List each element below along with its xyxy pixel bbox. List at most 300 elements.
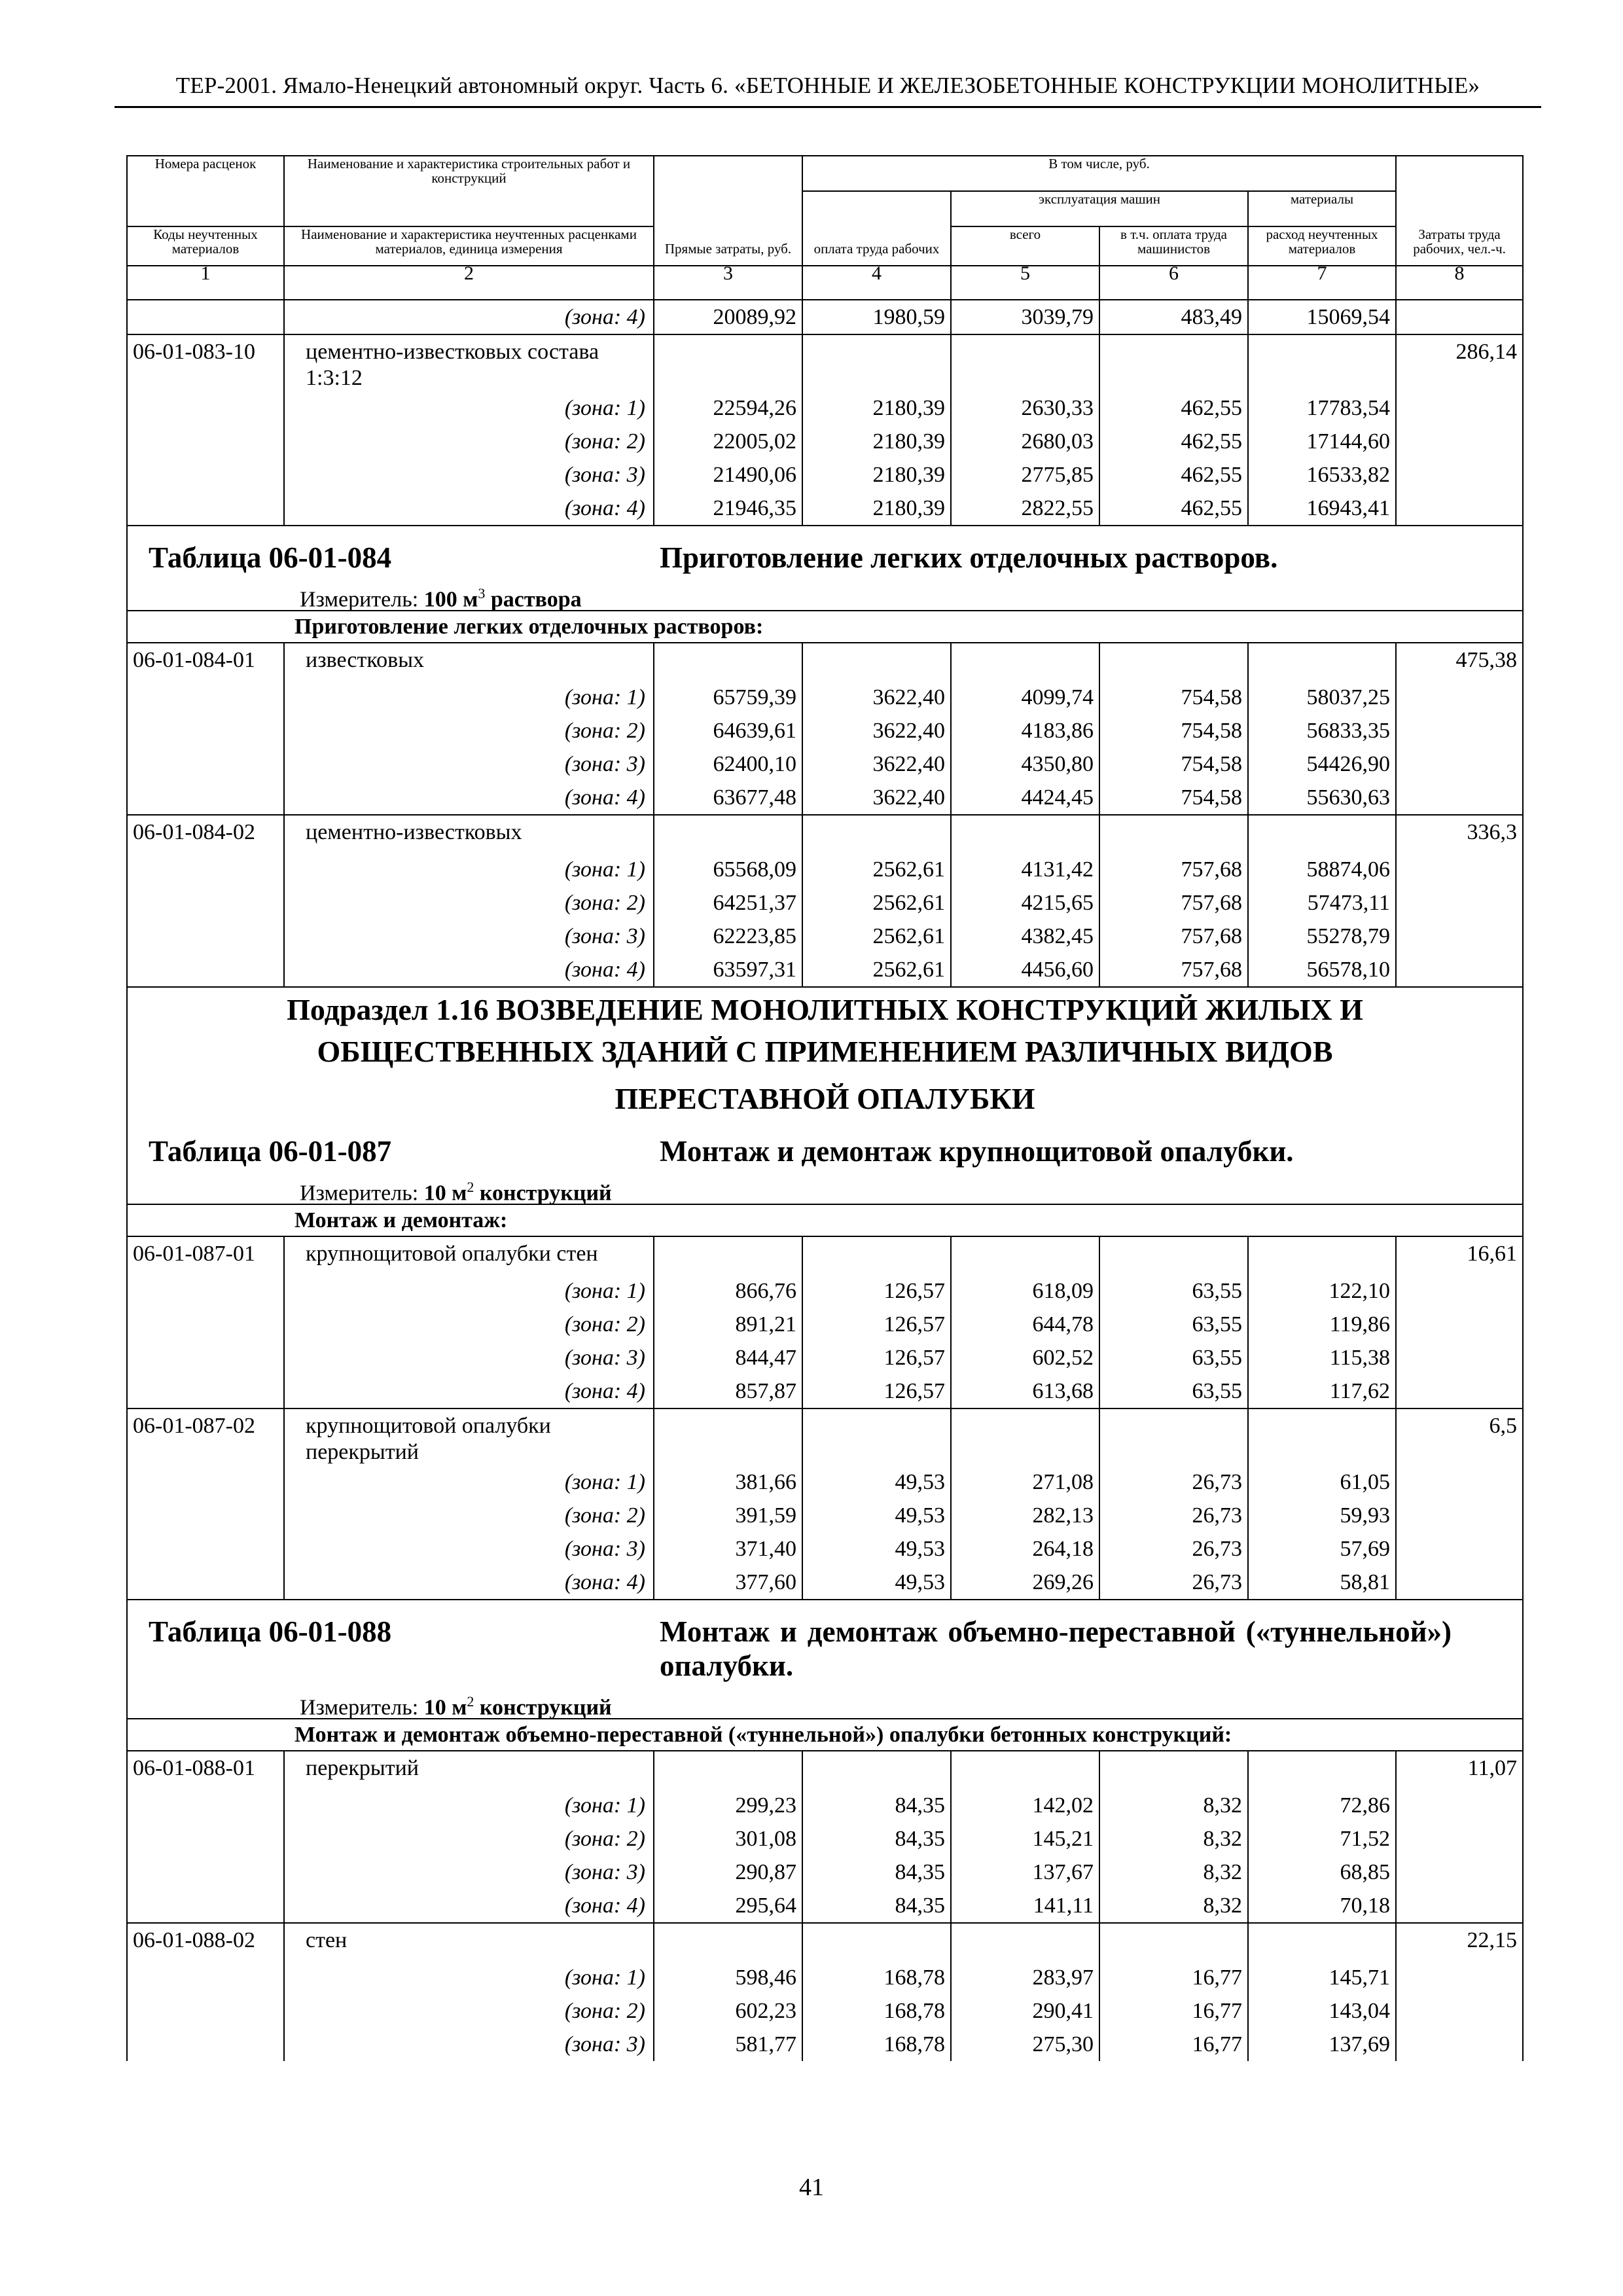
measure-exponent: 2 <box>467 1693 474 1710</box>
value-v6: 754,58 <box>1099 747 1248 781</box>
code-cell <box>127 1499 284 1532</box>
value-v3: 598,46 <box>654 1961 802 1994</box>
table-row <box>127 1465 1523 1499</box>
rate-code: 06-01-088-02 <box>127 1923 284 1961</box>
value-v5: 2630,33 <box>951 391 1099 425</box>
measure-unit <box>133 579 1517 610</box>
zone-label: (зона: 3) <box>284 2028 654 2061</box>
value-v4: 126,57 <box>802 1274 951 1308</box>
value-v7: 145,71 <box>1248 1961 1396 1994</box>
table-body <box>127 300 1523 2061</box>
labor-cell <box>1396 1308 1523 1341</box>
value-v4: 1980,59 <box>802 300 951 334</box>
table-row <box>127 1789 1523 1822</box>
value-cell <box>951 1236 1099 1274</box>
value-v4: 49,53 <box>802 1499 951 1532</box>
rate-name: цементно-известковых <box>284 815 654 853</box>
value-cell <box>654 1751 802 1789</box>
table-heading-cell <box>127 1600 1523 1719</box>
value-cell <box>654 1923 802 1961</box>
zone-label: (зона: 1) <box>284 853 654 886</box>
code-cell <box>127 681 284 714</box>
col-number: 6 <box>1099 266 1248 300</box>
col8-header: Затраты труда рабочих, чел.-ч. <box>1396 156 1523 266</box>
value-cell <box>951 1408 1099 1465</box>
value-v6: 16,77 <box>1099 2028 1248 2061</box>
zone-label: (зона: 2) <box>284 1308 654 1341</box>
value-cell <box>951 1751 1099 1789</box>
value-v3: 391,59 <box>654 1499 802 1532</box>
table-row <box>127 391 1523 425</box>
value-cell <box>1248 1408 1396 1465</box>
value-v7: 55278,79 <box>1248 920 1396 953</box>
table-row <box>127 714 1523 747</box>
value-v3: 63597,31 <box>654 953 802 987</box>
table-row <box>127 1994 1523 2028</box>
labor-cell <box>1396 1465 1523 1499</box>
labor-cell <box>1396 681 1523 714</box>
value-cell <box>1248 334 1396 391</box>
code-cell <box>127 1532 284 1566</box>
value-v3: 20089,92 <box>654 300 802 334</box>
value-cell <box>1248 1923 1396 1961</box>
value-v7: 58,81 <box>1248 1566 1396 1600</box>
value-v5: 2822,55 <box>951 492 1099 526</box>
code-cell <box>127 886 284 920</box>
rate-code: 06-01-083-10 <box>127 334 284 391</box>
value-v6: 757,68 <box>1099 953 1248 987</box>
value-v4: 2180,39 <box>802 425 951 458</box>
zone-label: (зона: 2) <box>284 425 654 458</box>
value-cell <box>1248 1236 1396 1274</box>
table-row <box>127 747 1523 781</box>
table-row <box>127 1889 1523 1923</box>
code-cell <box>127 300 284 334</box>
zone-label: (зона: 2) <box>284 886 654 920</box>
value-v4: 84,35 <box>802 1789 951 1822</box>
labor-cell <box>1396 1994 1523 2028</box>
value-v4: 168,78 <box>802 2028 951 2061</box>
labor-cell <box>1396 1532 1523 1566</box>
labor-cell <box>1396 886 1523 920</box>
value-cell <box>1099 1751 1248 1789</box>
value-v6: 63,55 <box>1099 1341 1248 1374</box>
value-v3: 891,21 <box>654 1308 802 1341</box>
subsection-line: Подраздел 1.16 ВОЗВЕДЕНИЕ МОНОЛИТНЫХ КОНСТРУКЦИЙ ЖИЛЫХ И <box>287 993 1363 1026</box>
value-v7: 143,04 <box>1248 1994 1396 2028</box>
measure-prefix: Измеритель: <box>300 1695 419 1720</box>
value-v4: 2180,39 <box>802 391 951 425</box>
code-cell <box>127 953 284 987</box>
table-row <box>127 492 1523 526</box>
value-v3: 63677,48 <box>654 781 802 815</box>
labor-cell <box>1396 1374 1523 1408</box>
value-v5: 4424,45 <box>951 781 1099 815</box>
value-v5: 644,78 <box>951 1308 1099 1341</box>
rate-name: цементно-известковых состава 1:3:12 <box>284 334 654 391</box>
zone-label: (зона: 1) <box>284 1789 654 1822</box>
value-v7: 61,05 <box>1248 1465 1396 1499</box>
measure-unit <box>133 1687 1517 1718</box>
measure-exponent: 2 <box>467 1179 474 1195</box>
value-v6: 462,55 <box>1099 458 1248 492</box>
table-row <box>127 1408 1523 1465</box>
value-cell <box>802 1923 951 1961</box>
value-v3: 299,23 <box>654 1789 802 1822</box>
code-cell <box>127 781 284 815</box>
value-v3: 21490,06 <box>654 458 802 492</box>
value-v6: 462,55 <box>1099 391 1248 425</box>
table-row <box>127 1856 1523 1889</box>
group-row <box>127 1719 1523 1751</box>
value-v7: 15069,54 <box>1248 300 1396 334</box>
group-title: Монтаж и демонтаж: <box>127 1204 1523 1236</box>
value-cell <box>802 334 951 391</box>
value-v6: 26,73 <box>1099 1465 1248 1499</box>
table-heading <box>127 526 1523 611</box>
zone-label: (зона: 4) <box>284 1374 654 1408</box>
value-v5: 4382,45 <box>951 920 1099 953</box>
value-v6: 754,58 <box>1099 714 1248 747</box>
value-v3: 857,87 <box>654 1374 802 1408</box>
table-row <box>127 1923 1523 1961</box>
value-v4: 126,57 <box>802 1341 951 1374</box>
value-v6: 483,49 <box>1099 300 1248 334</box>
table-row <box>127 953 1523 987</box>
value-v6: 8,32 <box>1099 1889 1248 1923</box>
table-row <box>127 681 1523 714</box>
col-number: 2 <box>284 266 654 300</box>
value-v3: 866,76 <box>654 1274 802 1308</box>
value-cell <box>654 1408 802 1465</box>
zone-label: (зона: 4) <box>284 1889 654 1923</box>
labor-cell <box>1396 1856 1523 1889</box>
group-title: Приготовление легких отделочных растворов: <box>127 611 1523 643</box>
value-v4: 168,78 <box>802 1994 951 2028</box>
table-title: Монтаж и демонтаж объемно-переставной («туннельной») опалубки. <box>660 1615 1452 1682</box>
subsection-line: ПЕРЕСТАВНОЙ ОПАЛУБКИ <box>615 1082 1035 1115</box>
value-cell <box>1099 815 1248 853</box>
col7-header: расход неучтенных материалов <box>1248 226 1396 266</box>
value-v4: 126,57 <box>802 1308 951 1341</box>
value-cell <box>951 1923 1099 1961</box>
zone-label: (зона: 2) <box>284 1994 654 2028</box>
labor-cost: 11,07 <box>1396 1751 1523 1789</box>
labor-cell <box>1396 714 1523 747</box>
col-number: 4 <box>802 266 951 300</box>
col6-header: в т.ч. оплата труда машинистов <box>1099 226 1248 266</box>
value-cell <box>654 643 802 681</box>
labor-cell <box>1396 425 1523 458</box>
value-cell <box>1248 815 1396 853</box>
header-text: ТЕР-2001. Ямало-Ненецкий автономный округ. Часть 6. «БЕТОННЫЕ И ЖЕЛЕЗОБЕТОННЫЕ КОНСТРУКЦИИ МОНОЛИТНЫЕ» <box>175 73 1480 98</box>
value-v5: 137,67 <box>951 1856 1099 1889</box>
value-v6: 462,55 <box>1099 425 1248 458</box>
code-cell <box>127 1465 284 1499</box>
value-v4: 3622,40 <box>802 747 951 781</box>
value-v6: 757,68 <box>1099 853 1248 886</box>
value-v6: 63,55 <box>1099 1308 1248 1341</box>
col3-header: Прямые затраты, руб. <box>654 156 802 266</box>
value-v7: 117,62 <box>1248 1374 1396 1408</box>
value-v3: 65568,09 <box>654 853 802 886</box>
value-v4: 84,35 <box>802 1889 951 1923</box>
col-number: 8 <box>1396 266 1523 300</box>
code-cell <box>127 492 284 526</box>
value-v5: 282,13 <box>951 1499 1099 1532</box>
value-v5: 602,52 <box>951 1341 1099 1374</box>
value-v3: 62400,10 <box>654 747 802 781</box>
value-v3: 581,77 <box>654 2028 802 2061</box>
zone-label: (зона: 2) <box>284 1822 654 1856</box>
table-row <box>127 886 1523 920</box>
value-v3: 602,23 <box>654 1994 802 2028</box>
value-v4: 2180,39 <box>802 458 951 492</box>
col-number: 3 <box>654 266 802 300</box>
code-cell <box>127 1789 284 1822</box>
col-number: 7 <box>1248 266 1396 300</box>
value-v6: 26,73 <box>1099 1499 1248 1532</box>
measure-suffix: раствора <box>490 587 582 612</box>
table-header <box>127 156 1523 300</box>
labor-cell <box>1396 1889 1523 1923</box>
labor-cell <box>1396 1789 1523 1822</box>
table-row <box>127 1341 1523 1374</box>
table-row <box>127 815 1523 853</box>
rate-name: известковых <box>284 643 654 681</box>
table-row <box>127 1532 1523 1566</box>
labor-cell <box>1396 1341 1523 1374</box>
value-v7: 17144,60 <box>1248 425 1396 458</box>
labor-cell <box>1396 1566 1523 1600</box>
value-v6: 8,32 <box>1099 1856 1248 1889</box>
code-cell <box>127 714 284 747</box>
col1-top-header: Номера расценок <box>127 156 284 226</box>
value-v3: 290,87 <box>654 1856 802 1889</box>
value-v6: 462,55 <box>1099 492 1248 526</box>
value-v6: 754,58 <box>1099 781 1248 815</box>
value-v7: 122,10 <box>1248 1274 1396 1308</box>
value-cell <box>1099 334 1248 391</box>
value-v7: 70,18 <box>1248 1889 1396 1923</box>
value-cell <box>654 815 802 853</box>
zone-label: (зона: 3) <box>284 1856 654 1889</box>
value-cell <box>802 815 951 853</box>
table-title-block <box>133 1120 1517 1172</box>
code-cell <box>127 1961 284 1994</box>
value-cell <box>1248 643 1396 681</box>
table-row <box>127 334 1523 391</box>
code-cell <box>127 1822 284 1856</box>
measure-prefix: Измеритель: <box>300 1181 419 1206</box>
code-cell <box>127 1889 284 1923</box>
value-v4: 126,57 <box>802 1374 951 1408</box>
value-v6: 754,58 <box>1099 681 1248 714</box>
value-v4: 2562,61 <box>802 920 951 953</box>
table-row <box>127 425 1523 458</box>
value-v5: 290,41 <box>951 1994 1099 2028</box>
col-number: 5 <box>951 266 1099 300</box>
value-v4: 49,53 <box>802 1566 951 1600</box>
value-cell <box>654 334 802 391</box>
rate-name: перекрытий <box>284 1751 654 1789</box>
value-v7: 68,85 <box>1248 1856 1396 1889</box>
table-row <box>127 781 1523 815</box>
value-v3: 62223,85 <box>654 920 802 953</box>
table-row <box>127 458 1523 492</box>
measure-exponent: 3 <box>478 585 486 601</box>
value-v5: 2680,03 <box>951 425 1099 458</box>
table-row <box>127 920 1523 953</box>
table-title-block <box>133 526 1517 579</box>
col2-top-header: Наименование и характеристика строительных работ и конструкций <box>284 156 654 226</box>
value-v5: 4456,60 <box>951 953 1099 987</box>
table-title: Монтаж и демонтаж крупнощитовой опалубки. <box>660 1135 1294 1168</box>
value-v3: 64251,37 <box>654 886 802 920</box>
value-v6: 757,68 <box>1099 920 1248 953</box>
value-v7: 115,38 <box>1248 1341 1396 1374</box>
rates-table <box>126 155 1524 2061</box>
value-v5: 613,68 <box>951 1374 1099 1408</box>
value-v3: 295,64 <box>654 1889 802 1923</box>
table-row <box>127 1236 1523 1274</box>
value-v7: 17783,54 <box>1248 391 1396 425</box>
code-cell <box>127 1374 284 1408</box>
value-cell <box>1099 1923 1248 1961</box>
subsection-title <box>133 988 1517 1120</box>
table-title: Приготовление легких отделочных растворов. <box>660 541 1278 574</box>
table-row <box>127 1274 1523 1308</box>
value-v3: 381,66 <box>654 1465 802 1499</box>
table-row <box>127 1374 1523 1408</box>
value-cell <box>1099 1408 1248 1465</box>
value-v4: 84,35 <box>802 1822 951 1856</box>
value-v7: 72,86 <box>1248 1789 1396 1822</box>
code-cell <box>127 1308 284 1341</box>
rate-name: крупнощитовой опалубки стен <box>284 1236 654 1274</box>
labor-cost: 16,61 <box>1396 1236 1523 1274</box>
value-cell <box>1248 1751 1396 1789</box>
value-v4: 3622,40 <box>802 681 951 714</box>
group-row <box>127 611 1523 643</box>
table-row <box>127 643 1523 681</box>
labor-cost: 336,3 <box>1396 815 1523 853</box>
table-heading <box>127 1600 1523 1719</box>
value-v7: 119,86 <box>1248 1308 1396 1341</box>
value-cell <box>951 815 1099 853</box>
measure-prefix: Измеритель: <box>300 587 419 612</box>
labor-cell <box>1396 1961 1523 1994</box>
value-v3: 371,40 <box>654 1532 802 1566</box>
code-cell <box>127 2028 284 2061</box>
value-v4: 49,53 <box>802 1465 951 1499</box>
labor-cell <box>1396 492 1523 526</box>
labor-cost: 6,5 <box>1396 1408 1523 1465</box>
value-v5: 283,97 <box>951 1961 1099 1994</box>
value-v7: 55630,63 <box>1248 781 1396 815</box>
value-v7: 54426,90 <box>1248 747 1396 781</box>
labor-cost: 22,15 <box>1396 1923 1523 1961</box>
zone-label: (зона: 3) <box>284 1532 654 1566</box>
table-row <box>127 1308 1523 1341</box>
table-code: Таблица 06-01-084 <box>149 541 392 574</box>
value-v4: 168,78 <box>802 1961 951 1994</box>
zone-label: (зона: 4) <box>284 781 654 815</box>
zone-label: (зона: 1) <box>284 1465 654 1499</box>
zone-label: (зона: 1) <box>284 391 654 425</box>
value-v6: 8,32 <box>1099 1822 1248 1856</box>
value-cell <box>802 1236 951 1274</box>
value-v5: 3039,79 <box>951 300 1099 334</box>
subsection-line: ОБЩЕСТВЕННЫХ ЗДАНИЙ С ПРИМЕНЕНИЕМ РАЗЛИЧНЫХ ВИДОВ <box>317 1035 1333 1068</box>
value-v5: 4350,80 <box>951 747 1099 781</box>
including-header: В том числе, руб. <box>802 156 1396 191</box>
value-cell <box>1099 643 1248 681</box>
code-cell <box>127 458 284 492</box>
zone-label: (зона: 4) <box>284 1566 654 1600</box>
subsection-row-cell <box>127 987 1523 1120</box>
measure-suffix: конструкций <box>479 1181 612 1206</box>
code-cell <box>127 391 284 425</box>
value-v3: 301,08 <box>654 1822 802 1856</box>
labor-cell <box>1396 1274 1523 1308</box>
value-v7: 58874,06 <box>1248 853 1396 886</box>
measure-unit <box>133 1172 1517 1204</box>
value-v3: 22005,02 <box>654 425 802 458</box>
zone-label: (зона: 1) <box>284 1274 654 1308</box>
value-v4: 3622,40 <box>802 781 951 815</box>
value-v4: 84,35 <box>802 1856 951 1889</box>
col1-bottom-header: Коды неучтенных материалов <box>127 226 284 266</box>
value-v6: 63,55 <box>1099 1374 1248 1408</box>
value-v7: 59,93 <box>1248 1499 1396 1532</box>
rate-code: 06-01-084-01 <box>127 643 284 681</box>
rate-code: 06-01-084-02 <box>127 815 284 853</box>
labor-cell <box>1396 853 1523 886</box>
labor-cell <box>1396 920 1523 953</box>
value-v5: 275,30 <box>951 2028 1099 2061</box>
value-v5: 618,09 <box>951 1274 1099 1308</box>
code-cell <box>127 747 284 781</box>
value-v7: 56578,10 <box>1248 953 1396 987</box>
table-heading-cell <box>127 526 1523 611</box>
col4-header: оплата труда рабочих <box>802 191 951 266</box>
machines-header: эксплуатация машин <box>951 191 1248 226</box>
value-v7: 57473,11 <box>1248 886 1396 920</box>
value-v4: 2562,61 <box>802 953 951 987</box>
page-header <box>115 65 1541 108</box>
value-cell <box>802 643 951 681</box>
value-v3: 21946,35 <box>654 492 802 526</box>
table-row <box>127 300 1523 334</box>
rate-code: 06-01-088-01 <box>127 1751 284 1789</box>
value-v6: 26,73 <box>1099 1532 1248 1566</box>
zone-label: (зона: 1) <box>284 681 654 714</box>
zone-label: (зона: 3) <box>284 1341 654 1374</box>
table-code: Таблица 06-01-088 <box>149 1615 392 1648</box>
code-cell <box>127 1341 284 1374</box>
labor-cell <box>1396 391 1523 425</box>
value-v5: 271,08 <box>951 1465 1099 1499</box>
table-row <box>127 2028 1523 2061</box>
zone-label: (зона: 4) <box>284 300 654 334</box>
zone-label: (зона: 3) <box>284 458 654 492</box>
measure-value: 100 м <box>423 587 478 612</box>
value-cell <box>951 643 1099 681</box>
code-cell <box>127 425 284 458</box>
code-cell <box>127 1274 284 1308</box>
labor-cell <box>1396 781 1523 815</box>
